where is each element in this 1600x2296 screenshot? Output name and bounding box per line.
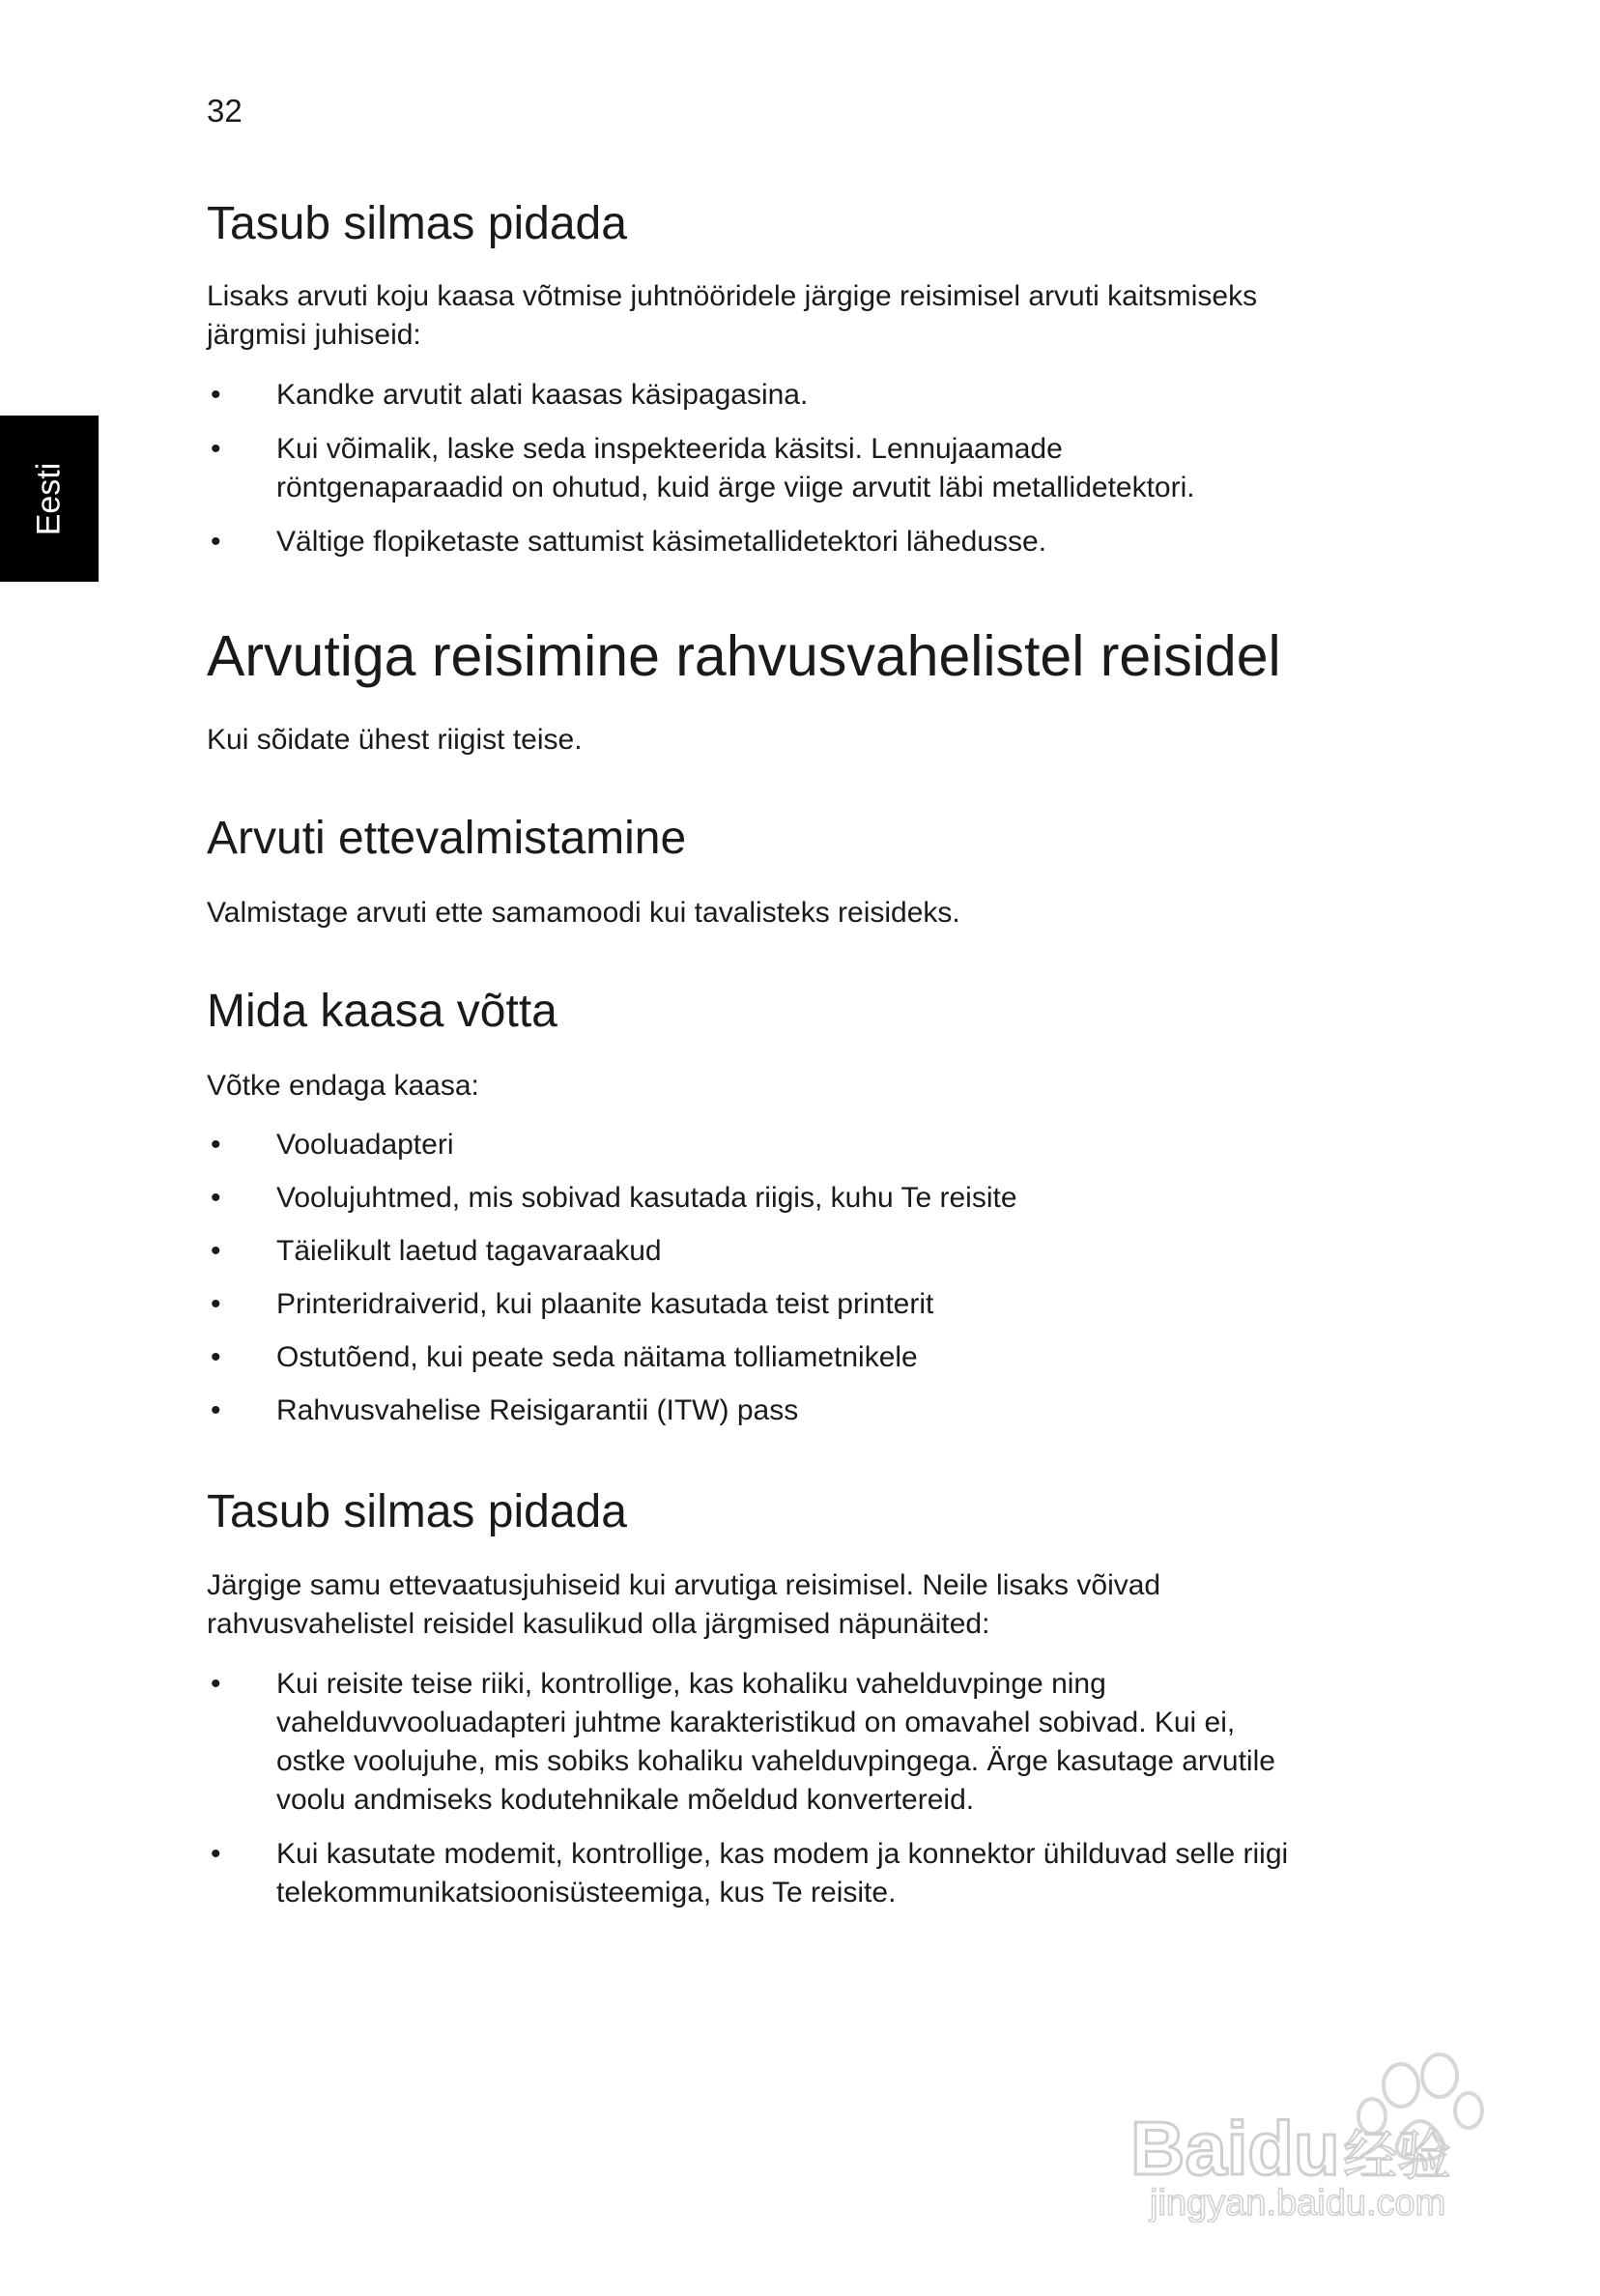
list-item-line: Voolujuhtmed, mis sobivad kasutada riigis, kuhu Te reisite: [276, 1182, 1017, 1214]
list-item: [207, 1835, 1357, 1912]
list-item: [207, 430, 1357, 507]
language-tab-label: Eesti: [30, 462, 68, 535]
list-item-line: Kui kasutate modemit, kontrollige, kas modem ja konnektor ühilduvad selle riigi: [276, 1838, 1289, 1870]
list-item-line: Vältige flopiketaste sattumist käsimetallidetektori lähedusse.: [276, 526, 1047, 558]
bullet-icon: •: [211, 1288, 221, 1320]
baidu-watermark-logo: [1111, 2029, 1517, 2223]
list-item: [207, 1232, 1357, 1271]
list-item: [207, 1126, 1357, 1164]
section-heading-what-to-take: Mida kaasa võtta: [207, 986, 557, 1037]
list-item: [207, 376, 1357, 415]
bullet-icon: •: [211, 1668, 221, 1700]
section-heading-tips: Tasub silmas pidada: [207, 198, 627, 249]
list-item: [207, 1392, 1357, 1430]
list-item-line: vahelduvvooluadapteri juhtme karakteristikud on omavahel sobivad. Kui ei,: [276, 1707, 1236, 1738]
section-intro: [207, 277, 1357, 355]
list-item-line: ostke voolujuhe, mis sobiks kohaliku vahelduvpingega. Ärge kasutage arvutile: [276, 1745, 1275, 1777]
intro-line: Lisaks arvuti koju kaasa võtmise juhtnööridele järgige reisimisel arvuti kaitsmiseks: [207, 280, 1258, 312]
list-item-line: Rahvusvahelise Reisigarantii (ITW) pass: [276, 1394, 799, 1426]
list-item-line: Printeridraiverid, kui plaanite kasutada teist printerit: [276, 1288, 934, 1320]
bullet-list: [207, 1665, 1357, 1912]
watermark-url: jingyan.baidu.com: [1150, 2183, 1446, 2223]
list-item-line: voolu andmiseks kodutehnikale mõeldud konvertereid.: [276, 1784, 975, 1816]
intro-line: Järgige samu ettevaatusjuhiseid kui arvutiga reisimisel. Neile lisaks võivad: [207, 1569, 1161, 1601]
section-text: Valmistage arvuti ette samamoodi kui tavalisteks reisideks.: [207, 897, 960, 929]
intro-line: järgmisi juhiseid:: [207, 319, 421, 351]
list-item-line: Kandke arvutit alati kaasas käsipagasina.: [276, 379, 809, 411]
bullet-icon: •: [211, 1182, 221, 1214]
section-heading-preparation: Arvuti ettevalmistamine: [207, 813, 687, 864]
chapter-heading: Arvutiga reisimine rahvusvahelistel reisidel: [207, 624, 1281, 688]
list-item-line: Vooluadapteri: [276, 1129, 454, 1161]
bullet-icon: •: [211, 526, 221, 558]
bullet-icon: •: [211, 379, 221, 411]
section-intro: [207, 1566, 1357, 1644]
list-item: [207, 523, 1357, 561]
list-item-line: Kui reisite teise riiki, kontrollige, kas kohaliku vahelduvpinge ning: [276, 1668, 1106, 1700]
bullet-icon: •: [211, 1341, 221, 1373]
bullet-icon: •: [211, 433, 221, 465]
list-item: [207, 1665, 1357, 1820]
bullet-list: [207, 1126, 1357, 1430]
watermark-brand-cn: 经验: [1343, 2125, 1451, 2188]
list-item: [207, 1338, 1357, 1377]
language-tab: [0, 416, 99, 582]
section-intro: Võtke endaga kaasa:: [207, 1070, 479, 1102]
page-number: 32: [207, 93, 243, 129]
intro-line: rahvusvahelistel reisidel kasulikud olla järgmised näpunäited:: [207, 1608, 990, 1640]
chapter-intro: Kui sõidate ühest riigist teise.: [207, 724, 583, 756]
list-item: [207, 1285, 1357, 1324]
list-item: [207, 1179, 1357, 1218]
list-item-line: Ostutõend, kui peate seda näitama tolliametnikele: [276, 1341, 918, 1373]
watermark-brand: Baidu: [1130, 2106, 1340, 2191]
list-item-line: telekommunikatsioonisüsteemiga, kus Te reisite.: [276, 1877, 897, 1909]
list-item-line: Kui võimalik, laske seda inspekteerida käsitsi. Lennujaamade: [276, 433, 1063, 465]
bullet-icon: •: [211, 1838, 221, 1870]
section-heading-tips-international: Tasub silmas pidada: [207, 1486, 627, 1537]
list-item-line: Täielikult laetud tagavaraakud: [276, 1235, 662, 1267]
bullet-icon: •: [211, 1235, 221, 1267]
bullet-list: [207, 376, 1357, 561]
list-item-line: röntgenaparaadid on ohutud, kuid ärge viige arvutit läbi metallidetektori.: [276, 472, 1195, 503]
bullet-icon: •: [211, 1394, 221, 1426]
bullet-icon: •: [211, 1129, 221, 1161]
